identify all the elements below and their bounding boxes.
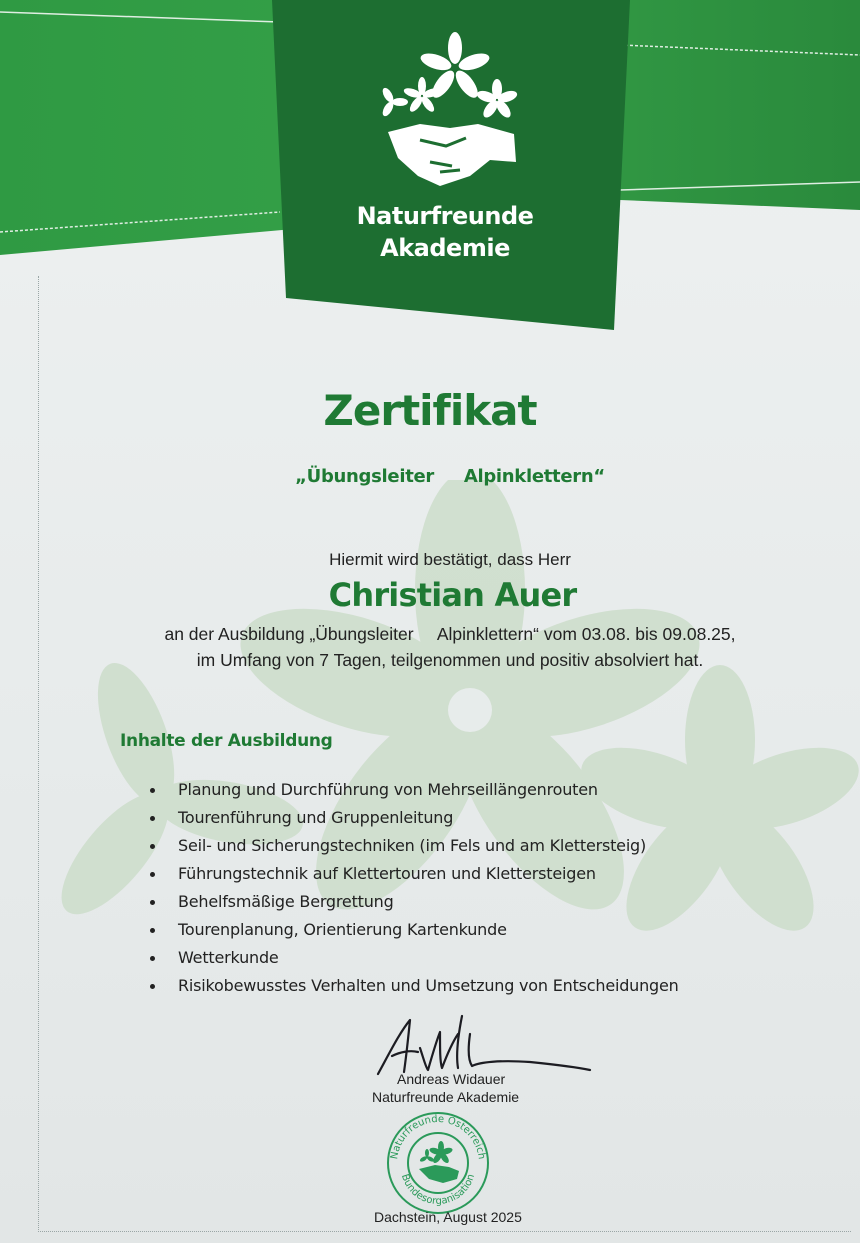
logo-panel — [272, 0, 630, 330]
place-and-date: Dachstein, August 2025 — [374, 1209, 522, 1225]
list-item: Wetterkunde — [150, 946, 679, 974]
logo-wordmark — [330, 200, 560, 264]
bullet-icon — [150, 956, 155, 961]
bullet-icon — [150, 900, 155, 905]
svg-text:Naturfreunde Österreich: Naturfreunde Österreich — [389, 1113, 487, 1161]
contents-heading: Inhalte der Ausbildung — [120, 731, 333, 751]
details-line-2: im Umfang von 7 Tagen, teilgenommen und positiv absolviert hat. — [196, 650, 704, 670]
contents-list — [150, 778, 679, 1002]
bullet-icon — [150, 788, 155, 793]
bullet-icon — [150, 872, 155, 877]
list-item: Behelfsmäßige Bergrettung — [150, 890, 679, 918]
certificate-title: Zertifikat — [323, 386, 537, 435]
signer-name: Andreas Widauer — [397, 1071, 506, 1087]
bullet-icon — [150, 816, 155, 821]
list-item: Seil- und Sicherungstechniken (im Fels und am Klettersteig) — [150, 834, 679, 862]
list-item: Planung und Durchführung von Mehrseillängenrouten — [150, 778, 679, 806]
bullet-icon — [150, 928, 155, 933]
list-item: Führungstechnik auf Klettertouren und Klettersteigen — [150, 862, 679, 890]
bullet-icon — [150, 844, 155, 849]
bullet-icon — [150, 984, 155, 989]
confirmation-text: Hiermit wird bestätigt, dass Herr — [329, 550, 571, 569]
svg-text:Bundesorganisation: Bundesorganisation — [398, 1172, 478, 1208]
organization-stamp-icon — [383, 1107, 493, 1215]
recipient-name: Christian Auer — [328, 576, 577, 614]
list-item: Risikobewusstes Verhalten und Umsetzung von Entscheidungen — [150, 974, 679, 1002]
list-item: Tourenplanung, Orientierung Kartenkunde — [150, 918, 679, 946]
course-title: „Übungsleiter Alpinklettern“ — [295, 466, 605, 487]
details-line-1: an der Ausbildung „Übungsleiter Alpinklettern“ vom 03.08. bis 09.08.25, — [164, 624, 736, 644]
green-header-band — [0, 0, 860, 340]
signer-organization: Naturfreunde Akademie — [372, 1089, 520, 1105]
logo-line-2: Akademie — [380, 234, 510, 262]
list-item: Tourenführung und Gruppenleitung — [150, 806, 679, 834]
logo-line-1: Naturfreunde — [356, 202, 534, 230]
